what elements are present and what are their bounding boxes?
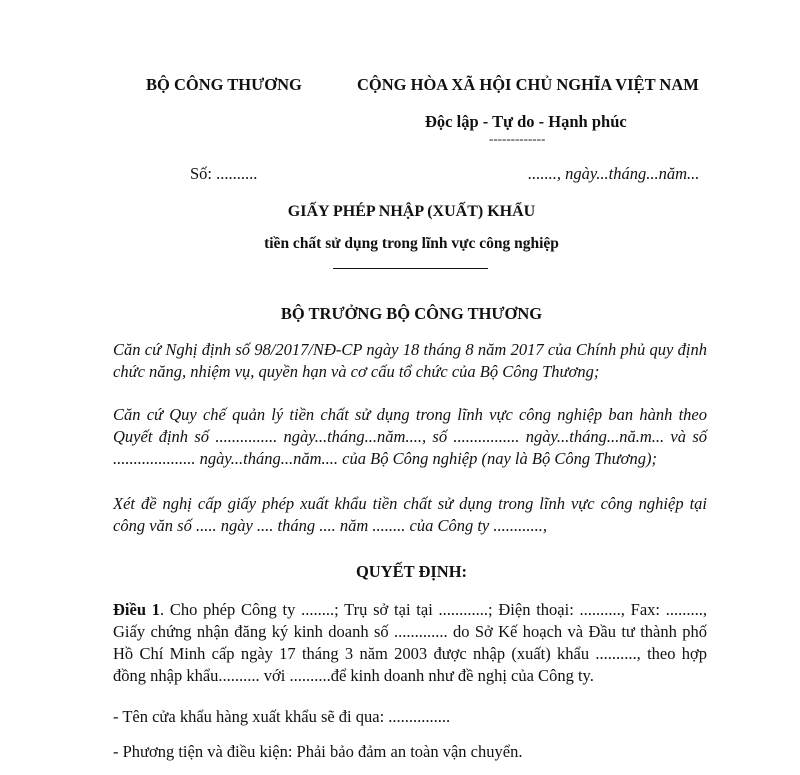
document-subtitle: tiền chất sử dụng trong lĩnh vực công nghiệp [264,235,559,252]
article-1-text: . Cho phép Công ty ........; Trụ sở tại tại ............; Điện thoại: .........., Fax: ........., Giấy chứng nhận đăng ký kinh doanh số ............. do Sở Kế hoạch và Đầu tư thành phố Hồ Chí Minh cấp ngày 17 tháng 3 năm 2003 được nhập (xuất) khẩu .........., theo hợp đồng nhập khẩu.......... với ..........để kinh doanh như đề nghị của Công ty. [113,600,707,685]
recital-request: Xét đề nghị cấp giấy phép xuất khẩu tiền chất sử dụng trong lĩnh vực công nghiệp tại công văn số ..... ngày .... tháng .... năm ........ của Công ty ............, [113,494,707,535]
recital-regulation: Căn cứ Quy chế quản lý tiền chất sử dụng trong lĩnh vực công nghiệp ban hành theo Quyết định số ............... ngày...tháng...năm...., số ................ ngày...tháng...nă.m... và số .................... ngày...tháng...năm.... của Bộ Công nghiệp (nay là Bộ Công Thương); [113,405,707,468]
ministry-name: BỘ CÔNG THƯƠNG [146,75,302,94]
motto-underline: ------------- [489,131,546,146]
national-motto: Độc lập - Tự do - Hạnh phúc [425,112,627,131]
authority-heading: BỘ TRƯỞNG BỘ CÔNG THƯƠNG [280,304,543,323]
list-item: - Tên cửa khẩu hàng xuất khẩu sẽ đi qua: ............... [113,707,451,726]
title-divider [333,268,488,269]
document-number: Số: .......... [190,164,258,183]
document-title: GIẤY PHÉP NHẬP (XUẤT) KHẨU [287,203,536,220]
document-date: ......., ngày...tháng...năm... [528,164,700,183]
article-1 [113,599,707,687]
country-name: CỘNG HÒA XÃ HỘI CHỦ NGHĨA VIỆT NAM [357,75,699,94]
decision-heading: QUYẾT ĐỊNH: [355,562,468,581]
list-item: - Phương tiện và điều kiện: Phải bảo đảm an toàn vận chuyển. [113,742,523,761]
recital-decree: Căn cứ Nghị định số 98/2017/NĐ-CP ngày 18 tháng 8 năm 2017 của Chính phủ quy định chức năng, nhiệm vụ, quyền hạn và cơ cấu tổ chức của Bộ Công Thương; [113,340,707,381]
article-1-label: Điều 1 [113,600,161,619]
